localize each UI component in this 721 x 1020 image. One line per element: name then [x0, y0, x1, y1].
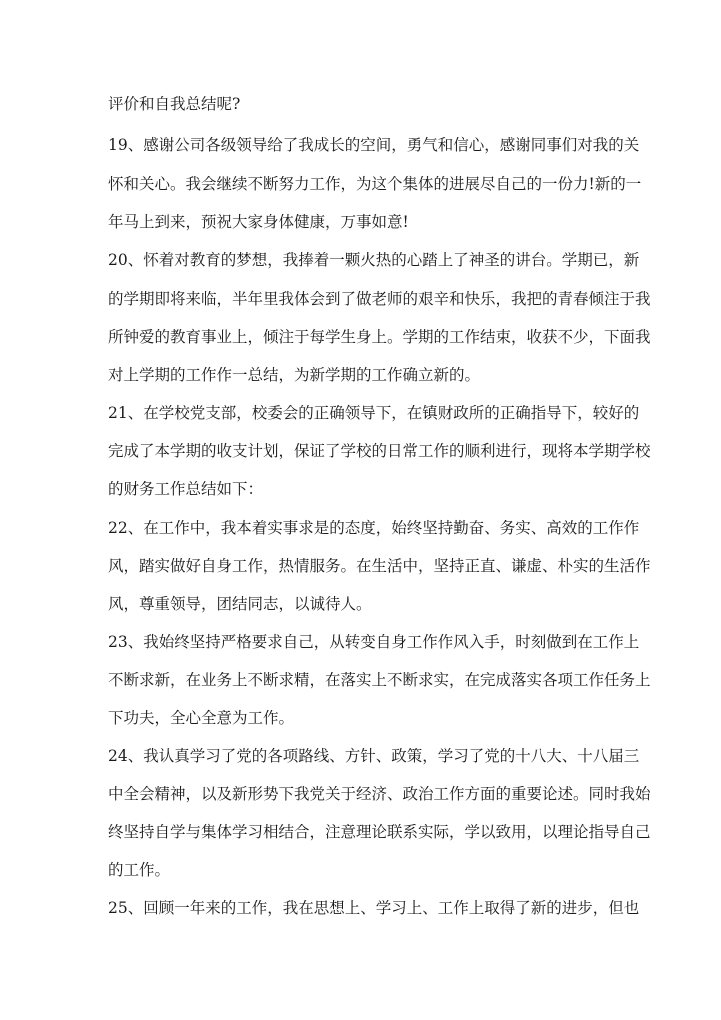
text-line: 的学期即将来临，半年里我体会到了做老师的艰辛和快乐，我把的青春倾注于我 [108, 290, 651, 308]
text-line: 24、我认真学习了党的各项路线、方针、政策，学习了党的十八大、十八届三 [108, 747, 640, 765]
text-line: 21、在学校党支部，校委会的正确领导下，在镇财政所的正确指导下，较好的 [108, 404, 640, 422]
text-line: 的财务工作总结如下： [108, 480, 264, 498]
text-line: 怀和关心。我会继续不断努力工作，为这个集体的进展尽自己的一份力!新的一 [108, 175, 642, 193]
text-line: 23、我始终坚持严格要求自己，从转变自身工作作风入手，时刻做到在工作上 [108, 633, 640, 651]
text-line: 风，踏实做好自身工作，热情服务。在生活中，坚持正直、谦虚、朴实的生活作 [108, 557, 651, 575]
text-line: 不断求新，在业务上不断求精，在落实上不断求实，在完成落实各项工作任务上 [108, 671, 651, 689]
text-line: 25、回顾一年来的工作，我在思想上、学习上、工作上取得了新的进步，但也 [108, 899, 640, 917]
text-line: 22、在工作中，我本着实事求是的态度，始终坚持勤奋、务实、高效的工作作 [108, 519, 640, 537]
text-line: 所钟爱的教育事业上，倾注于每学生身上。学期的工作结束，收获不少，下面我 [108, 328, 651, 346]
text-line: 评价和自我总结呢? [108, 95, 241, 113]
text-line: 对上学期的工作作一总结，为新学期的工作确立新的。 [108, 366, 481, 384]
text-line: 19、感谢公司各级领导给了我成长的空间，勇气和信心，感谢同事们对我的关 [108, 136, 640, 154]
text-line: 中全会精神，以及新形势下我党关于经济、政治工作方面的重要论述。同时我始 [108, 785, 651, 803]
text-line: 20、怀着对教育的梦想，我捧着一颗火热的心踏上了神圣的讲台。学期已，新 [108, 251, 640, 269]
text-line: 完成了本学期的收支计划，保证了学校的日常工作的顺利进行，现将本学期学校 [108, 442, 651, 460]
text-line: 下功夫，全心全意为工作。 [108, 709, 295, 727]
text-line: 年马上到来，预祝大家身体健康，万事如意! [108, 213, 409, 231]
text-line: 终坚持自学与集体学习相结合，注意理论联系实际，学以致用，以理论指导自己 [108, 823, 651, 841]
text-line: 风，尊重领导，团结同志，以诚待人。 [108, 595, 372, 613]
text-line: 的工作。 [108, 861, 171, 879]
